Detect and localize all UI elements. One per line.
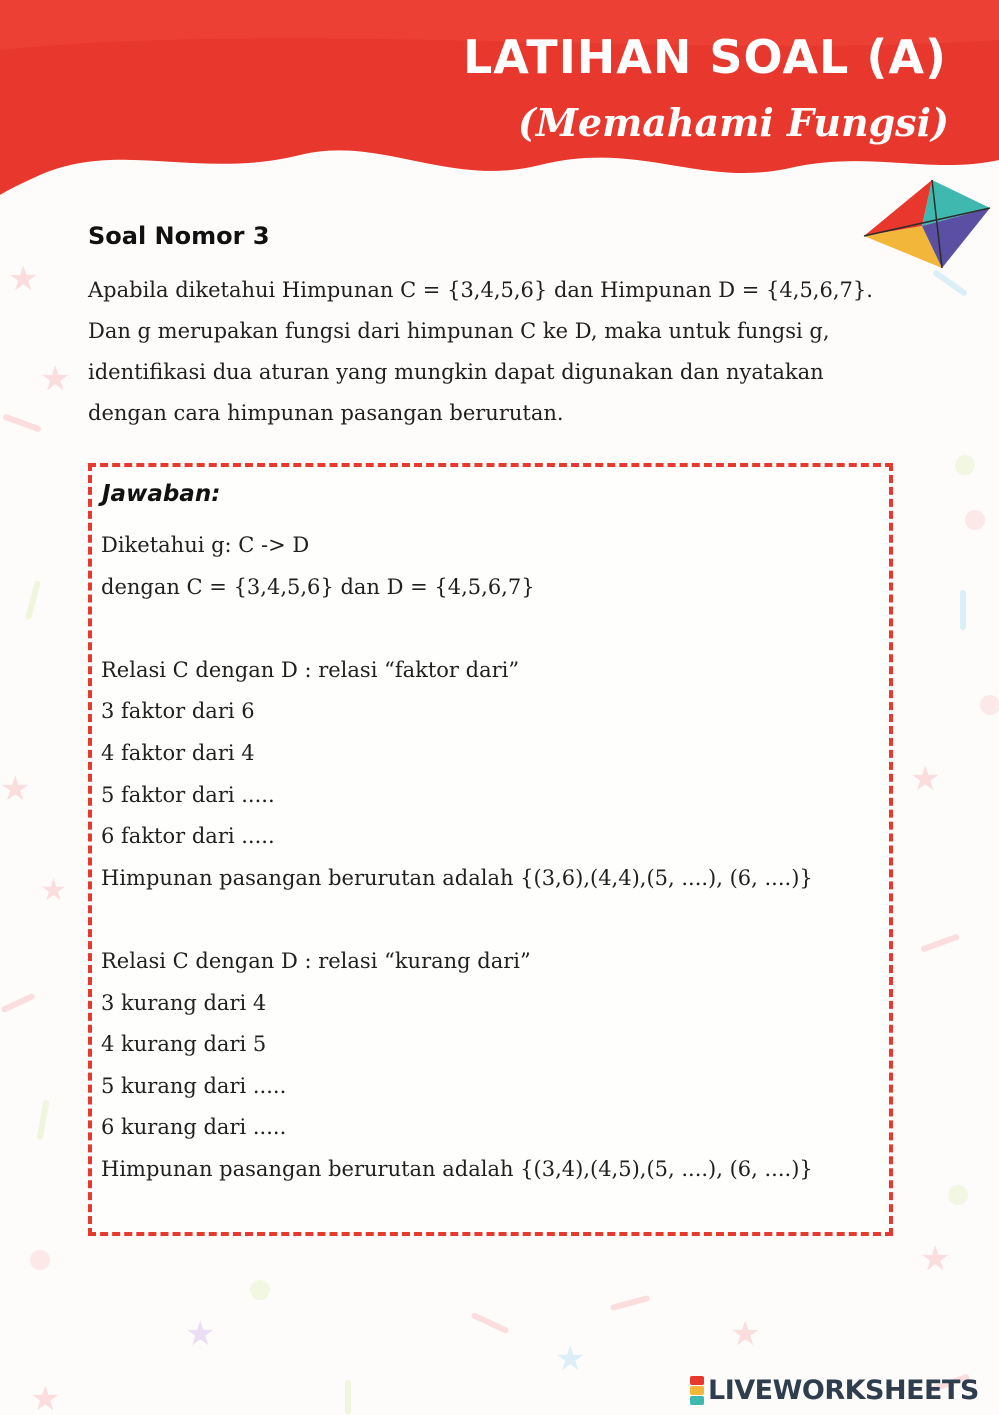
answer-line: 3 kurang dari 4 bbox=[101, 990, 267, 1015]
answer-line: 5 kurang dari ..... bbox=[101, 1073, 287, 1098]
watermark-text: LIVEWORKSHEETS bbox=[708, 1374, 979, 1406]
page-title: LATIHAN SOAL (A) bbox=[462, 30, 947, 84]
svg-text:★: ★ bbox=[40, 359, 71, 399]
answer-line bbox=[101, 899, 813, 941]
header-band bbox=[0, 0, 999, 230]
answer-line: Relasi C dengan D : relasi “kurang dari” bbox=[101, 948, 531, 973]
answer-line: dengan C = {3,4,5,6} dan D = {4,5,6,7} bbox=[101, 574, 535, 599]
liveworksheets-watermark[interactable] bbox=[690, 1372, 979, 1408]
answer-line bbox=[101, 608, 813, 650]
svg-text:★: ★ bbox=[555, 1339, 586, 1379]
answer-heading: Jawaban: bbox=[102, 481, 221, 507]
question-line: Apabila diketahui Himpunan C = {3,4,5,6} dan Himpunan D = {4,5,6,7}. bbox=[88, 278, 873, 302]
question-line: Dan g merupakan fungsi dari himpunan C ke D, maka untuk fungsi g, bbox=[88, 319, 830, 343]
page-subtitle: (Memahami Fungsi) bbox=[517, 100, 949, 145]
svg-text:★: ★ bbox=[40, 873, 67, 908]
answer-box bbox=[88, 463, 893, 1236]
svg-text:★: ★ bbox=[730, 1314, 761, 1354]
svg-text:★: ★ bbox=[185, 1314, 216, 1354]
question-line: identifikasi dua aturan yang mungkin dapat digunakan dan nyatakan bbox=[88, 360, 824, 384]
answer-lines bbox=[101, 525, 813, 1191]
answer-line: Relasi C dengan D : relasi “faktor dari” bbox=[101, 657, 520, 682]
answer-line: Himpunan pasangan berurutan adalah {(3,6),(4,4),(5, ....), (6, ....)} bbox=[101, 865, 813, 890]
svg-text:★: ★ bbox=[920, 1239, 951, 1279]
question-heading: Soal Nomor 3 bbox=[88, 222, 270, 250]
answer-line: Himpunan pasangan berurutan adalah {(3,4),(4,5),(5, ....), (6, ....)} bbox=[101, 1156, 813, 1181]
svg-text:★: ★ bbox=[30, 1379, 61, 1415]
question-line: dengan cara himpunan pasangan berurutan. bbox=[88, 401, 564, 425]
svg-text:★: ★ bbox=[910, 759, 941, 799]
answer-line: 4 kurang dari 5 bbox=[101, 1032, 267, 1057]
answer-line: 6 faktor dari ..... bbox=[101, 824, 275, 849]
svg-text:★: ★ bbox=[8, 259, 39, 299]
answer-line: Diketahui g: C -> D bbox=[101, 533, 310, 557]
answer-line: 5 faktor dari ..... bbox=[101, 782, 275, 807]
answer-line: 4 faktor dari 4 bbox=[101, 740, 255, 765]
answer-line: 6 kurang dari ..... bbox=[101, 1115, 287, 1140]
liveworksheets-logo-icon bbox=[690, 1376, 704, 1405]
svg-text:★: ★ bbox=[0, 769, 31, 809]
kite-icon bbox=[862, 178, 992, 273]
answer-line: 3 faktor dari 6 bbox=[101, 699, 255, 724]
question-text bbox=[88, 270, 908, 434]
